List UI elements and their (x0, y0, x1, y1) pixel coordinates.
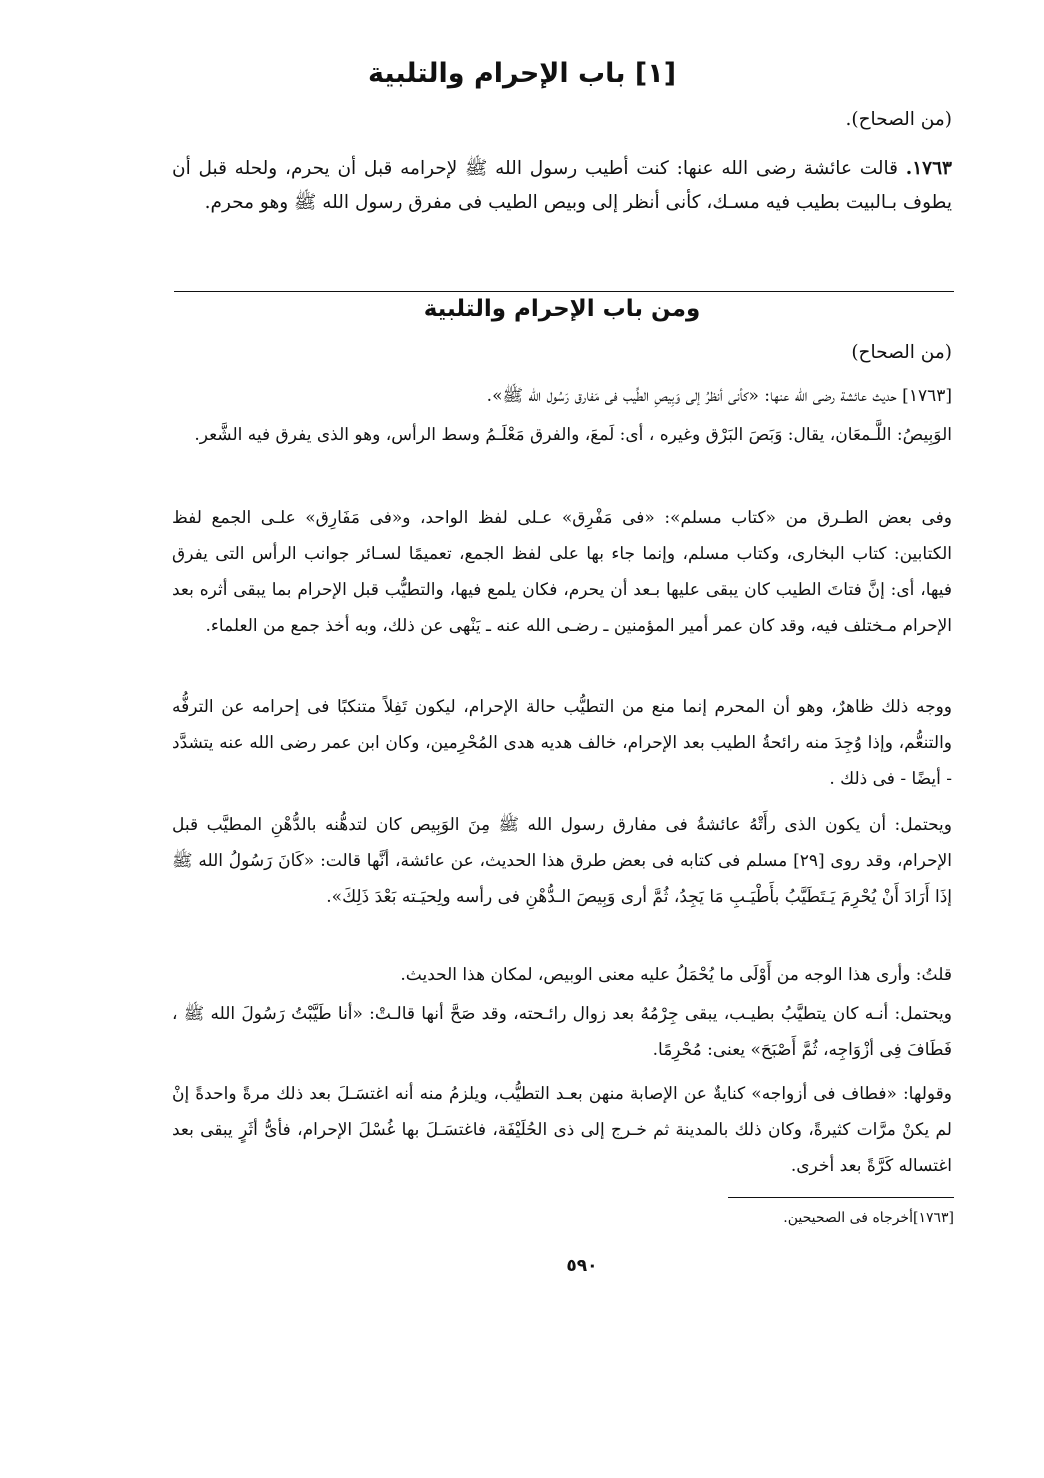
commentary-source: (من الصحاح) (851, 342, 952, 363)
commentary-paragraph: الوَبِيصُ: اللَّـمعَان، يقال: وَبَصَ البَرْق وغيره ، أى: لَمعَ، والفرق مَعْلَـمُ وسط الرأس، وهو الذى يفرق فيه الشَّعر. (194, 425, 952, 445)
section-divider (174, 291, 954, 292)
hadith-text (172, 152, 952, 220)
chapter-title: [١] باب الإحرام والتلبية (367, 58, 677, 89)
commentary-paragraph: وقولها: «فطاف فى أزواجه» كنايةٌ عن الإصابة منهن بعـد التطيُّب، ويلزمُ منه أنه اغتسَـلَ بعد ذلك مرةً واحدةً إنْ لم يكنْ مرَّات كثيرةً، وكان ذلك بالمدينة ثم خـرج إلى ذى الحُلَيْفَة، فاغتسَـلَ بها غُسْلَ الإحرام، فأىُّ أثَرٍ يبقى بعد اغتساله كَرَّةً بعد أخرى. (172, 1084, 952, 1176)
commentary-paragraph: ووجه ذلك ظاهرٌ، وهو أن المحرم إنما منع من التطيُّب حالة الإحرام، ليكون تَفِلاً متنكبًا فى إحرامه عن الترفُّه والتنعُّم، وإذا وُجِدَ منه رائحةُ الطيب بعد الإحرام، خالف هديه هدى المُحْرِمين، وكان ابن عمر رضى الله عنه يتشدَّد - أيضًا - فى ذلك . (172, 697, 952, 789)
section-source: (من الصحاح). (845, 109, 952, 130)
commentary-paragraph: وفى بعض الطـرق من «كتاب مسلم»: «فى مَفْرِق» عـلى لفظ الواحد، و«فى مَفَارِق» علـى الجمع لفظ الكتابين: كتاب البخارى، وكتاب مسلم، وإنما جاء بها على لفظ الجمع، تعميمًا لسـائر جوانب الرأس التى يفرق فيها، أى: إنَّ فتاتَ الطيب كان يبقى عليها بـعد أن يحرم، فكان يلمع فيها، والتطيُّب قبل الإحرام بما يبقى أثره بعد الإحرام مـختلف فيه، وقد كان عمر أمير المؤمنين ـ رضـى الله عنه ـ يَنْهى عن ذلك، وبه أخذ جمع من العلماء. (172, 508, 952, 636)
footnote: [١٧٦٣]أخرجاه فى الصحيحين. (783, 1210, 954, 1226)
hadith-body: قالت عائشة رضى الله عنها: كنت أطيب رسول الله ﷺ لإحرامه قبل أن يحرم، ولحله قبل أن يطوف بـالبيت بطيب فيه مسـك، كأنى أنظر إلى وبيص الطيب فى مفرق رسول الله ﷺ وهو محرم. (172, 158, 952, 213)
page-number: ٥٩٠ (566, 1256, 598, 1276)
hadith-number: ١٧٦٣. (905, 158, 952, 179)
commentary-title: ومن باب الإحرام والتلبية (423, 296, 701, 322)
footnote-divider (728, 1197, 954, 1198)
commentary-paragraph: [١٧٦٣] حديث عائشة رضى الله عنها: «كأنى أنظرُ إلى وَبِيصِ الطِّيب فى مَفارق رَسُول الله ﷺ». (486, 386, 952, 406)
commentary-paragraph: ويحتمل: أن يكون الذى رأَتْهُ عائشةُ فى مفارق رسول الله ﷺ مِنَ الوَبِيص كان لتدهُّنه بالدُّهْنِ المطيَّب قبل الإحرام، وقد روى [٢٩] مسلم فى كتابه فى بعض طرق هذا الحديث، عن عائشة، أنَّها قالت: «كَانَ رَسُولُ الله ﷺ إذَا أَرَادَ أَنْ يُحْرِمَ يَـتَطَيَّبُ بأَطْيَـبِ مَا يَجِدُ، ثُمَّ أرى وَبِيصَ الـدُّهْنِ فى رأسه ولِحيَـته بَعْدَ ذَلِكَ». (172, 815, 952, 907)
commentary-paragraph: ويحتمل: أنـه كان يتطيَّبُ بطيـب، يبقى جِرْمُهُ بعد زوال رائـحته، وقد صَحَّ أنها قالـتْ: «أنا طَيَّبْتُ رَسُولَ الله ﷺ ، فَطَافَ فِى أزْوَاجِه، ثُمَّ أَصْبَحَ» يعنى: مُحْرِمًا. (172, 1004, 952, 1060)
commentary-paragraph: قلتُ: وأرى هذا الوجه من أَوْلَى ما يُحْمَلُ عليه معنى الوبيص، لمكان هذا الحديث. (400, 965, 952, 985)
